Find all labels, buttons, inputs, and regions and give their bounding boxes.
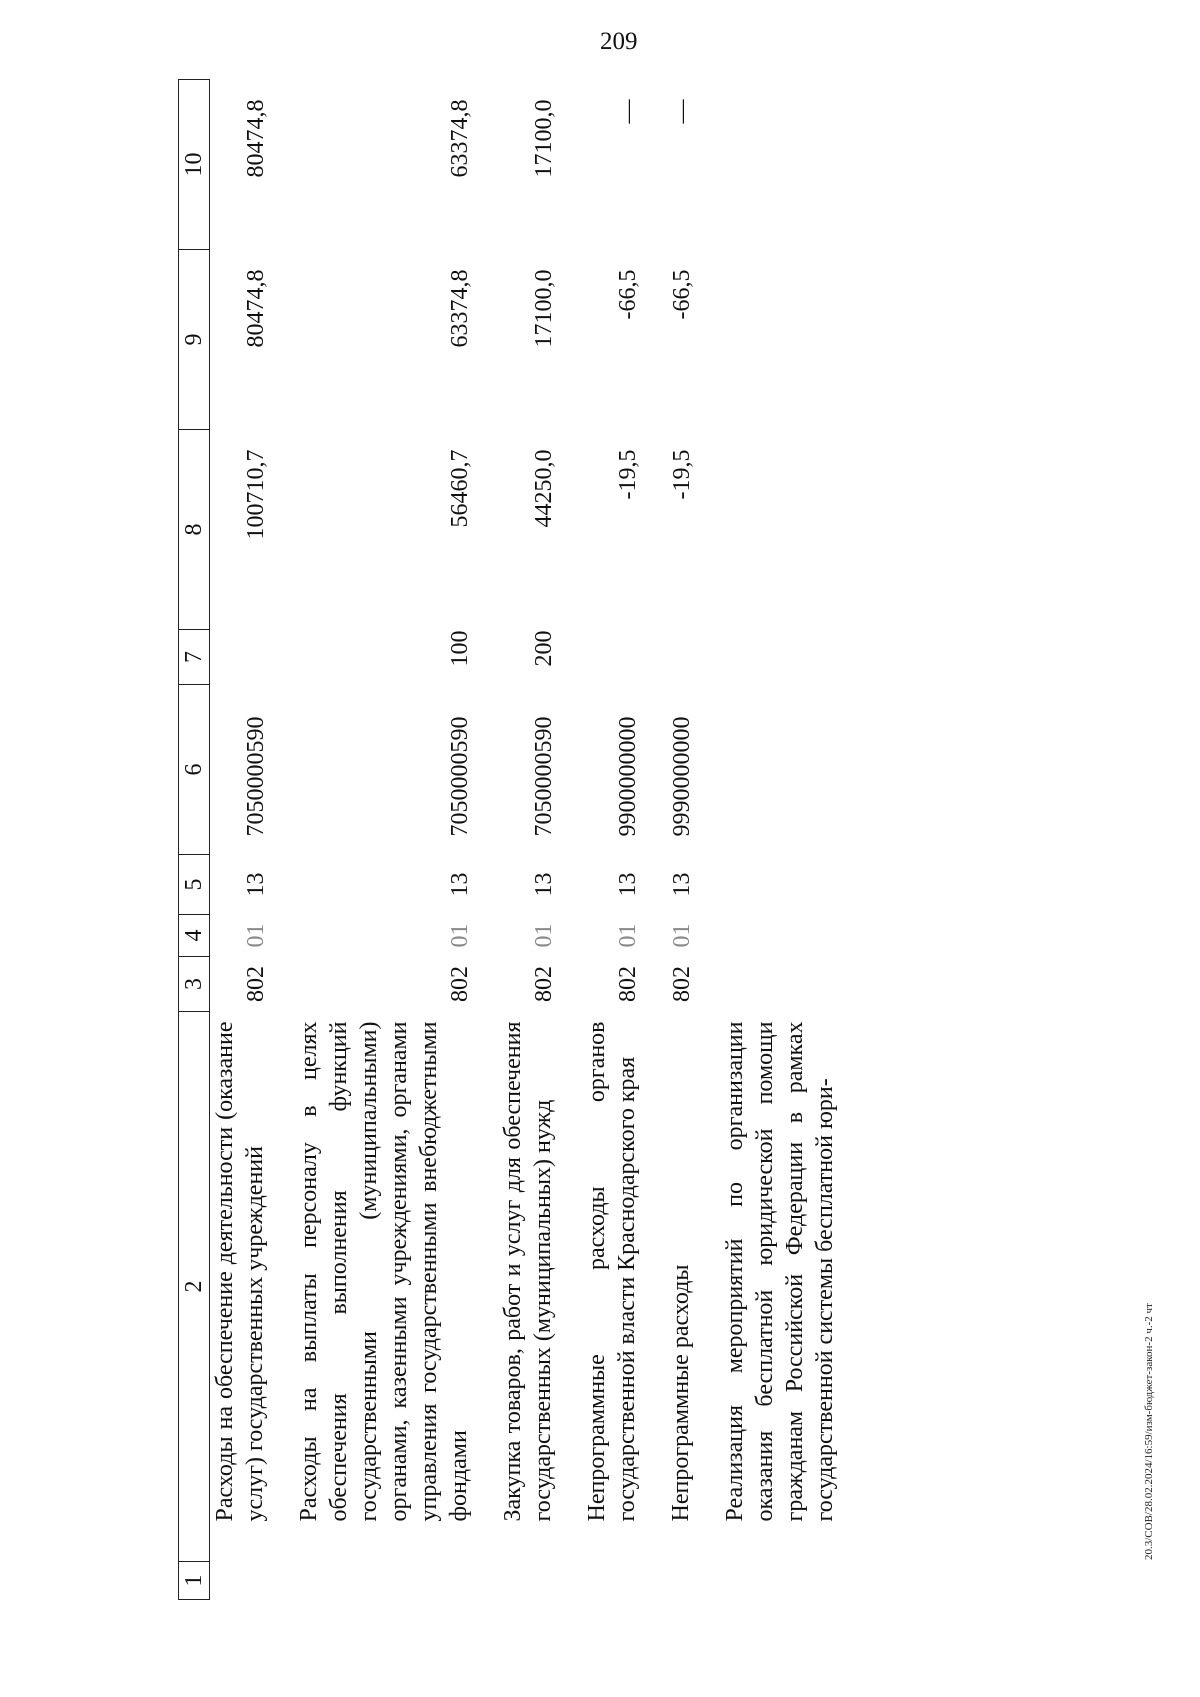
header-col-10: 10 <box>179 80 210 250</box>
header-col-9: 9 <box>179 250 210 430</box>
table-row <box>498 80 558 1600</box>
header-col-7: 7 <box>179 630 210 685</box>
cell-col-5: 13 <box>669 872 695 897</box>
cell-col-1 <box>666 1562 696 1600</box>
budget-table-rotated <box>178 80 1058 1600</box>
cell-col-4: 01 <box>531 923 557 948</box>
header-col-4: 4 <box>179 915 210 957</box>
cell-col-10: 80474,8 <box>243 99 269 178</box>
cell-col-4: 01 <box>447 923 473 948</box>
table-row <box>666 80 696 1600</box>
cell-description: Закупка товаров, работ и услуг для обеспечения государственных (муниципальных) нужд <box>500 1021 556 1522</box>
cell-col-7: 200 <box>531 630 557 667</box>
cell-description: Непрограммные расходы <box>668 1264 694 1522</box>
cell-col-7 <box>582 630 642 685</box>
cell-col-4: 01 <box>615 923 641 948</box>
cell-col-8: -19,5 <box>615 449 641 500</box>
cell-col-6: 9990000000 <box>669 716 695 837</box>
cell-col-8: 44250,0 <box>531 449 557 528</box>
cell-col-5 <box>720 855 840 915</box>
cell-col-6: 9900000000 <box>615 716 641 837</box>
cell-col-7: 100 <box>447 630 473 667</box>
cell-col-8: 56460,7 <box>447 449 473 528</box>
budget-table <box>178 79 840 1600</box>
cell-col-9: 80474,8 <box>243 269 269 348</box>
cell-col-6 <box>720 685 840 855</box>
cell-col-8: 100710,7 <box>243 449 269 540</box>
row-spacer <box>642 80 666 1600</box>
cell-col-3: 802 <box>243 966 269 1002</box>
cell-col-3: 802 <box>447 966 473 1002</box>
cell-col-9: -66,5 <box>615 269 641 320</box>
row-spacer <box>474 80 498 1600</box>
cell-col-7 <box>210 630 271 685</box>
table-row <box>210 80 271 1600</box>
cell-col-6: 7050000590 <box>447 716 473 837</box>
cell-col-5: 13 <box>531 872 557 897</box>
cell-col-8: -19,5 <box>669 449 695 500</box>
cell-col-9 <box>720 250 840 430</box>
cell-col-7 <box>720 630 840 685</box>
header-col-8: 8 <box>179 430 210 630</box>
row-spacer <box>558 80 582 1600</box>
cell-col-6: 7050000590 <box>243 716 269 837</box>
table-header-row <box>179 80 210 1600</box>
table-row <box>294 80 474 1600</box>
table-row <box>582 80 642 1600</box>
footer-document-code: 20.3/СОВ/28.02.2024/16:59/изм-бюджет-закон-2 ч.-2 чт <box>1143 1303 1155 1560</box>
cell-col-9: 17100,0 <box>531 269 557 348</box>
cell-col-3: 802 <box>669 966 695 1002</box>
cell-col-4: 01 <box>243 923 269 948</box>
cell-col-9: -66,5 <box>669 269 695 320</box>
cell-col-8 <box>720 430 840 630</box>
table-row <box>720 80 840 1600</box>
cell-col-5: 13 <box>615 872 641 897</box>
header-col-5: 5 <box>179 855 210 915</box>
cell-col-4 <box>720 915 840 957</box>
row-spacer <box>696 80 720 1600</box>
cell-col-5: 13 <box>243 872 269 897</box>
cell-col-10: — <box>669 99 695 124</box>
cell-col-3: 802 <box>615 966 641 1002</box>
header-col-6: 6 <box>179 685 210 855</box>
cell-col-4: 01 <box>669 923 695 948</box>
cell-col-10 <box>720 80 840 250</box>
row-spacer <box>270 80 294 1600</box>
header-col-3: 3 <box>179 957 210 1012</box>
cell-col-10: 63374,8 <box>447 99 473 178</box>
cell-col-1 <box>498 1562 558 1600</box>
cell-col-3: 802 <box>531 966 557 1002</box>
cell-col-6: 7050000590 <box>531 716 557 837</box>
cell-description: Расходы на обеспечение деятельности (оказание услуг) государственных учреждений <box>212 1021 268 1522</box>
header-col-2: 2 <box>179 1012 210 1562</box>
page-number: 209 <box>600 28 638 55</box>
cell-col-1 <box>720 1562 840 1600</box>
cell-col-1 <box>294 1562 474 1600</box>
cell-description: Реализация мероприятий по организации оказания бесплатной юридической помощи гражданам Российской Федерации в рамках государственной системы бесплатной юри- <box>722 1021 838 1522</box>
cell-col-3 <box>720 957 840 1012</box>
cell-col-10: — <box>615 99 641 124</box>
header-col-1: 1 <box>179 1562 210 1600</box>
cell-col-10: 17100,0 <box>531 99 557 178</box>
cell-col-1 <box>210 1562 271 1600</box>
cell-col-5: 13 <box>447 872 473 897</box>
cell-description: Непрограммные расходы органов государственной власти Краснодарского края <box>584 1021 640 1522</box>
cell-description: Расходы на выплаты персоналу в целях обеспечения выполнения функций государственными (муниципальными) органами, казенными учреждениями, органами управления государственными внебюджетными фондами <box>296 1021 472 1522</box>
cell-col-7 <box>666 630 696 685</box>
cell-col-1 <box>582 1562 642 1600</box>
cell-col-9: 63374,8 <box>447 269 473 348</box>
